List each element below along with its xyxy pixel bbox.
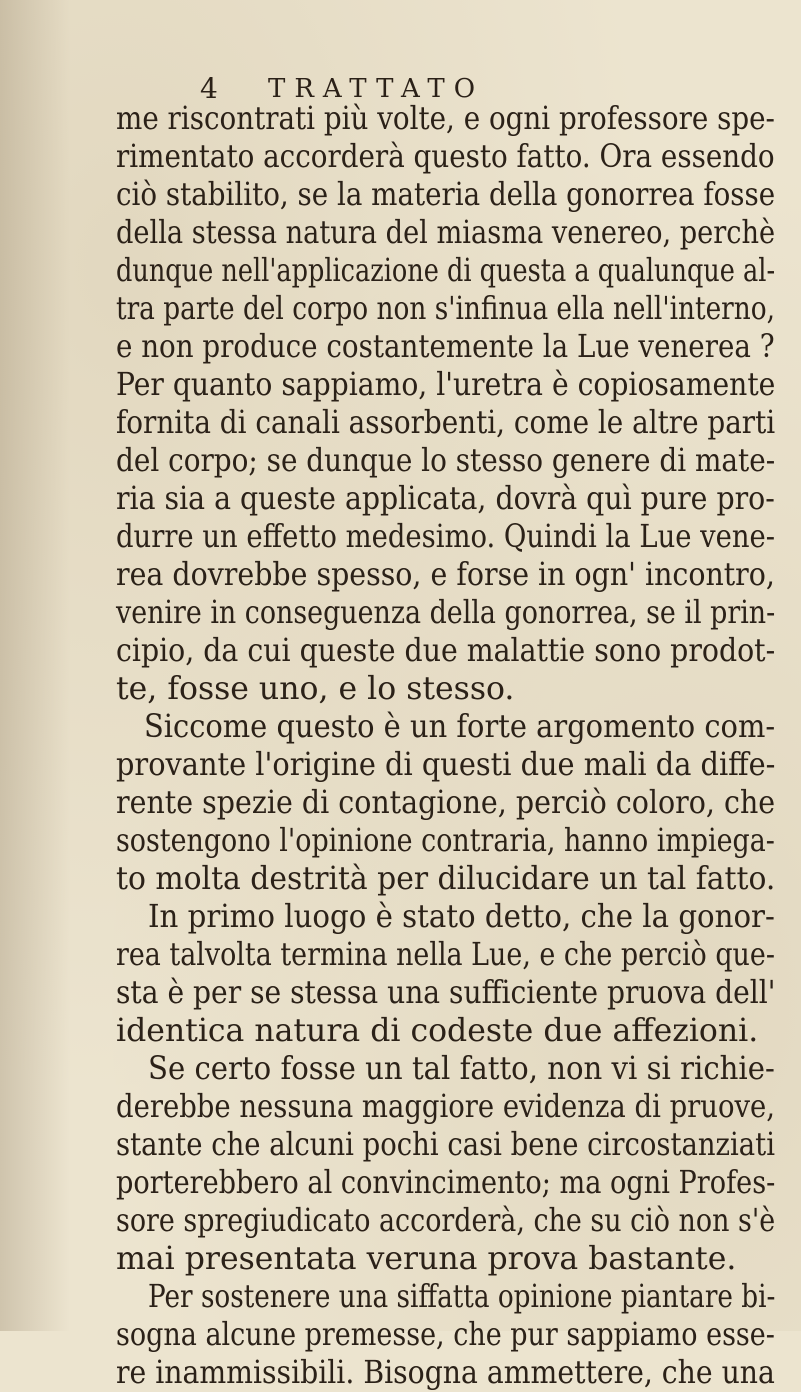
text-line: mai presentata veruna prova bastante. — [116, 1241, 737, 1277]
text-line: me riscontrati più volte, e ogni professore spe- — [116, 101, 775, 137]
text-line: derebbe nessuna maggiore evidenza di pruove, — [116, 1089, 776, 1125]
binding-shadow — [0, 0, 70, 1331]
text-line: ciò stabilito, se la materia della gonorrea fosse — [116, 177, 776, 213]
text-line: cipio, da cui queste due malattie sono prodot- — [116, 633, 776, 669]
text-line: fornita di canali assorbenti, come le altre parti — [116, 405, 776, 441]
text-line: re inammissibili. Bisogna ammettere, che una — [116, 1355, 775, 1391]
text-line: sogna alcune premesse, che pur sappiamo esse- — [116, 1317, 775, 1353]
text-line: sore spregiudicato accorderà, che su ciò non s'è — [116, 1203, 776, 1239]
text-line: stante che alcuni pochi casi bene circostanziati — [116, 1127, 775, 1163]
text-line: te, fosse uno, e lo stesso. — [116, 671, 515, 707]
text-line: to molta destrità per dilucidare un tal fatto. — [116, 861, 776, 897]
text-line: rente spezie di contagione, perciò coloro, che — [116, 785, 776, 821]
text-line: della stessa natura del miasma venereo, perchè — [116, 215, 776, 251]
text-line: In primo luogo è stato detto, che la gonor- — [148, 899, 775, 935]
text-line: identica natura di codeste due affezioni. — [116, 1013, 759, 1049]
running-title: TRATTATO — [268, 74, 485, 104]
text-line: Siccome questo è un forte argomento com- — [144, 709, 776, 745]
text-line: rea talvolta termina nella Lue, e che perciò que- — [116, 937, 775, 973]
text-line: rimentato accorderà questo fatto. Ora essendo — [116, 139, 775, 175]
text-line: e non produce costantemente la Lue venerea ? — [116, 329, 775, 365]
text-line: sta è per se stessa una sufficiente pruova dell' — [116, 975, 776, 1011]
text-line: durre un effetto medesimo. Quindi la Lue vene- — [116, 519, 776, 555]
text-line: rea dovrebbe spesso, e forse in ogn' incontro, — [116, 557, 775, 593]
text-line: del corpo; se dunque lo stesso genere di mate- — [116, 443, 776, 479]
text-line: venire in conseguenza della gonorrea, se il prin- — [116, 595, 776, 631]
text-line: provante l'origine di questi due mali da diffe- — [116, 747, 776, 783]
text-line: sostengono l'opinione contraria, hanno impiega- — [116, 823, 775, 859]
text-line: dunque nell'applicazione di questa a qualunque al- — [116, 253, 776, 289]
text-line: Per sostenere una siffatta opinione piantare bi- — [148, 1279, 776, 1315]
text-line: Se certo fosse un tal fatto, non vi si richie- — [148, 1051, 775, 1087]
text-line: tra parte del corpo non s'infinua ella nell'interno, — [116, 291, 775, 327]
text-line: Per quanto sappiamo, l'uretra è copiosamente — [116, 367, 776, 403]
page-number: 4 — [200, 72, 219, 105]
text-line: porterebbero al convincimento; ma ogni Profes- — [116, 1165, 776, 1201]
text-line: ria sia a queste applicata, dovrà quì pure pro- — [116, 481, 775, 517]
